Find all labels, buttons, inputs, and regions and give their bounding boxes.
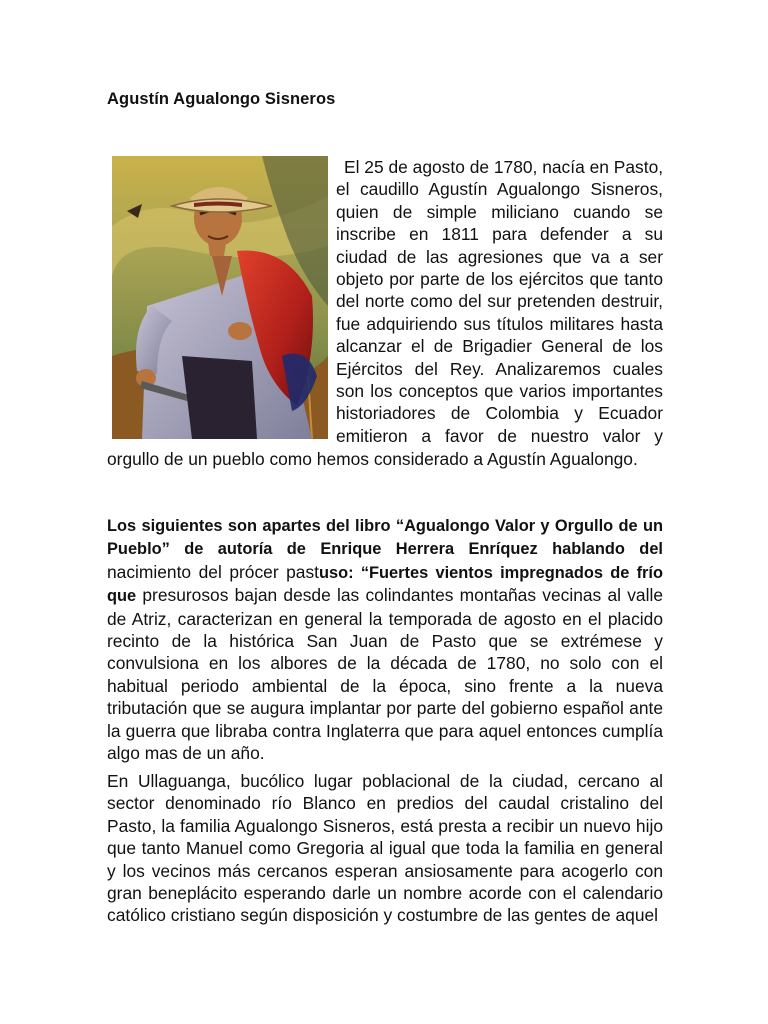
intro-line: emitieron a favor de nuestro valor y [336,425,663,446]
intro-paragraph-wrapped [336,156,663,447]
intro-line: del norte como del sur pretenden destruir, [336,291,663,312]
birthplace-paragraph: En Ullaguanga, bucólico lugar poblacional de la ciudad, cercano al sector denominado río Blanco en predios del caudal cristalino del Pasto, la familia Agualongo Sisneros, está presta a recibir un nuevo hijo que tanto Manuel como Gregoria al igual que toda la familia en general y los vecinos más cercanos esperan ansiosamente para acogerlo con gran beneplácito esperando darle un nombre acorde con el calendario católico cristiano según disposición y costumbre de las gentes de aquel [107,771,663,926]
intro-line: el caudillo Agustín Agualongo Sisneros, [336,179,663,200]
intro-line: ciudad de las agresiones que va a ser [336,246,663,267]
intro-line: fue adquiriendo sus títulos militares hasta [336,313,663,334]
intro-line: alcanzar el de Brigadier General de los [336,336,663,357]
intro-tail-line: orgullo de un pueblo como hemos considerado a Agustín Agualongo. [107,449,638,469]
portrait-painting [112,156,328,439]
intro-line: historiadores de Colombia y Ecuador [336,403,663,424]
excerpt-normal-rest: presurosos bajan desde las colindantes montañas vecinas al valle de Atriz, caracterizan en general la temporada de agosto en el placido recinto de la histórica San Juan de Pasto que se extrémese y convulsiona en los albores de la década de 1780, no solo con el habitual periodo ambiental de la época, sino frente a la nueva tributación que se augura implantar por parte del gobierno español ante la guerra que libraba contra Inglaterra que para aquel entonces cumplía algo mas de un año. [107,585,663,764]
book-excerpt-paragraph [107,514,663,764]
intro-line: son los conceptos que varios importantes [336,381,663,402]
excerpt-normal-mid: nacimiento del prócer past [107,561,319,582]
intro-line: objeto por parte de los ejércitos que tanto [336,269,663,290]
page-title: Agustín Agualongo Sisneros [107,90,336,108]
intro-line: inscribe en 1811 para defender a su [336,224,663,245]
intro-line: Ejércitos del Rey. Analizaremos cuales [336,358,663,379]
intro-line: El 25 de agosto de 1780, nacía en Pasto, [344,157,664,177]
intro-line: quien de simple miliciano cuando se [336,201,663,222]
excerpt-bold-quote: uso: “Fuertes vientos impregnados de frío que [107,563,663,606]
excerpt-bold-lead: Los siguientes son apartes del libro “Agualongo Valor y Orgullo de un Pueblo” de autoría de Enrique Herrera Enríquez hablando del [107,517,663,559]
